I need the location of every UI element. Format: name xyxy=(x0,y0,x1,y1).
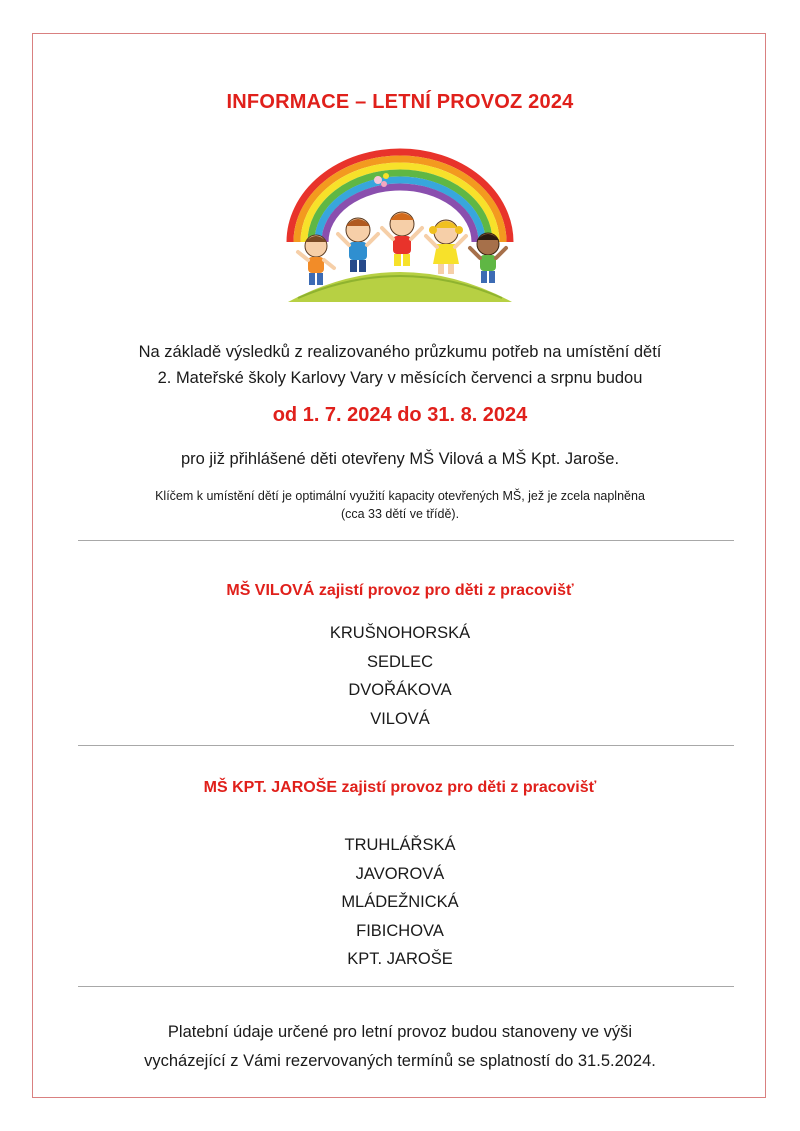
intro-paragraph xyxy=(0,339,800,391)
list-item: KPT. JAROŠE xyxy=(347,950,453,968)
note-line-1: Klíčem k umístění dětí je optimální využití kapacity otevřených MŠ, jež je zcela naplněna xyxy=(155,489,645,503)
list-item: SEDLEC xyxy=(366,652,434,671)
child-figure-4 xyxy=(426,220,466,274)
child-figure-2 xyxy=(338,218,378,272)
intro-line-2: 2. Mateřské školy Karlovy Vary v měsících červenci a srpnu budou xyxy=(157,369,643,387)
child-figure-1 xyxy=(298,235,334,285)
list-item: FIBICHOVA xyxy=(356,921,444,940)
list-item: MLÁDEŽNICKÁ xyxy=(341,893,459,911)
child-figure-3 xyxy=(382,212,422,266)
section-heading-jarose: MŠ KPT. JAROŠE zajistí provoz pro děti z pracovišť xyxy=(203,779,597,796)
open-schools-line: pro již přihlášené děti otevřeny MŠ Vilová a MŠ Kpt. Jaroše. xyxy=(180,450,620,468)
list-item: KRUŠNOHORSKÁ xyxy=(329,624,471,642)
footer-line-2: vycházející z Vámi rezervovaných termínů se splatností do 31.5.2024. xyxy=(144,1052,656,1070)
note-line-2: (cca 33 dětí ve třídě). xyxy=(340,507,460,521)
list-item: VILOVÁ xyxy=(370,709,430,728)
workplace-list-vilova xyxy=(0,619,800,733)
footer-line-1: Platební údaje určené pro letní provoz budou stanoveny ve výši xyxy=(167,1023,633,1041)
divider xyxy=(78,540,734,541)
divider xyxy=(78,986,734,987)
intro-line-1: Na základě výsledků z realizovaného průzkumu potřeb na umístění dětí xyxy=(138,343,662,361)
page-title: INFORMACE – LETNÍ PROVOZ 2024 xyxy=(226,91,574,113)
capacity-note xyxy=(0,487,800,523)
section-heading-vilova: MŠ VILOVÁ zajistí provoz pro děti z pracovišť xyxy=(226,582,574,599)
list-item: JAVOROVÁ xyxy=(355,864,445,883)
rainbow-children-illustration xyxy=(278,142,522,302)
payment-note xyxy=(0,1018,800,1076)
list-item: DVOŘÁKOVA xyxy=(348,681,452,699)
divider xyxy=(78,745,734,746)
list-item: TRUHLÁŘSKÁ xyxy=(344,836,456,854)
date-range: od 1. 7. 2024 do 31. 8. 2024 xyxy=(272,404,528,426)
workplace-list-jarose xyxy=(0,831,800,974)
